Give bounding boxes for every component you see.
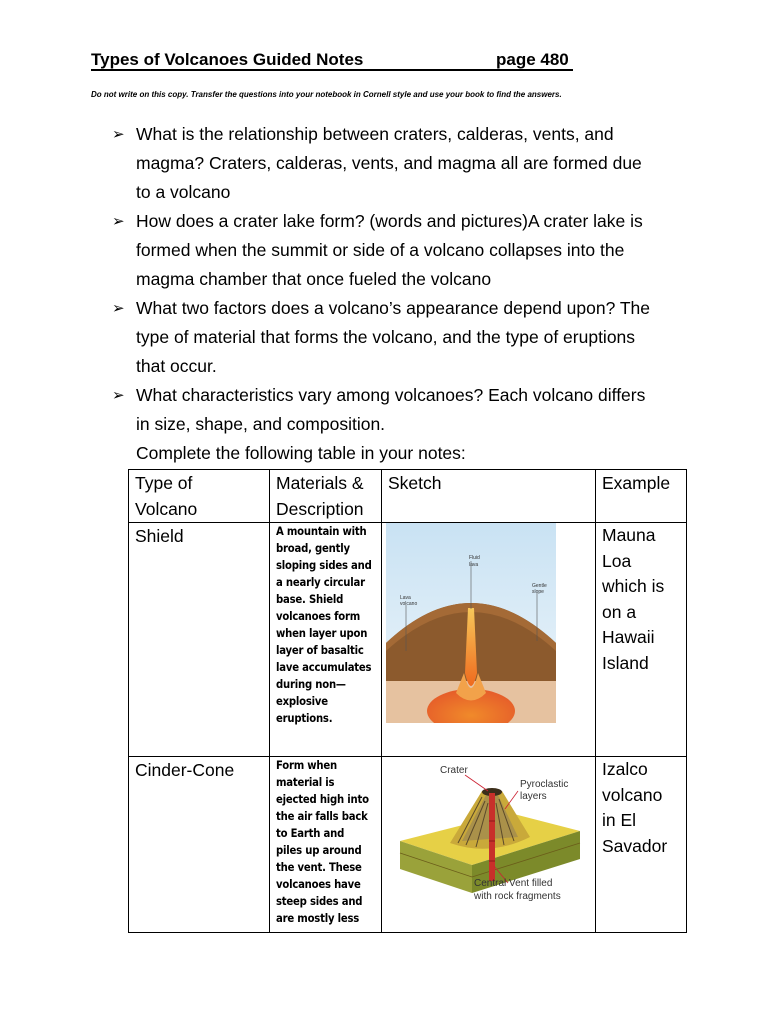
document-title: Types of Volcanoes Guided Notes [91, 50, 364, 69]
description-line: lave accumulates [276, 661, 372, 674]
table-header-row [129, 470, 687, 523]
example-cell [596, 757, 687, 933]
header-text: Type of [135, 473, 193, 493]
arrow-bullet-icon: ➢ [112, 213, 125, 230]
example-line: on a [602, 601, 637, 622]
header-text: Example [602, 473, 671, 493]
example-line: which is [602, 576, 665, 596]
question-line: type of material that forms the volcano, and the type of eruptions [136, 327, 636, 347]
description-line: are mostly less [276, 912, 360, 925]
description-line: eruptions. [276, 712, 333, 725]
cinder-cone-sketch-cell [382, 757, 596, 933]
description-line: volcanoes have [276, 878, 361, 891]
sketch-label-left: Lava [400, 595, 411, 601]
description-cell [270, 757, 382, 933]
header-text: Volcano [135, 499, 198, 519]
example-line: Savador [602, 835, 668, 856]
sketch-label-vent-2: with rock fragments [474, 891, 561, 902]
arrow-bullet-icon: ➢ [112, 126, 125, 143]
description-line: volcanoes form [276, 610, 361, 623]
description-line: explosive [276, 695, 328, 708]
sketch-label-vent: Central Vent filled [474, 878, 553, 889]
sketch-label-lava: lava [469, 562, 479, 568]
example-line: Mauna [602, 525, 656, 545]
type-cell: Shield [129, 523, 270, 757]
sketch-label-slope: slope [532, 589, 544, 595]
question-line: magma? Craters, calderas, vents, and magma all are formed due [136, 153, 642, 173]
description-line: layer of basaltic [276, 644, 364, 657]
question-line: in size, shape, and composition. [136, 414, 386, 434]
question-line: What two factors does a volcano’s appearance depend upon? The [136, 298, 651, 318]
shield-sketch-cell [382, 523, 596, 757]
description-line: base. Shield [276, 593, 344, 606]
question-item [112, 381, 672, 468]
question-line: to a volcano [136, 182, 231, 202]
description-line: Form when [276, 759, 337, 772]
question-item [112, 120, 672, 207]
sketch-label-crater: Crater [440, 765, 468, 776]
question-item [112, 294, 672, 381]
example-line: Izalco [602, 759, 648, 779]
description-line: the air falls back [276, 810, 368, 823]
shield-volcano-diagram [386, 523, 556, 723]
header-text: Description [276, 499, 364, 519]
header-text: Materials & [276, 473, 364, 493]
description-line: to Earth and [276, 827, 345, 840]
description-line: sloping sides and [276, 559, 372, 572]
document-header [91, 50, 581, 72]
arrow-bullet-icon: ➢ [112, 300, 125, 317]
volcano-table-wrapper [128, 469, 686, 930]
question-line: What is the relationship between craters, calderas, vents, and [136, 124, 614, 144]
sketch-label-gentle: Gentle [532, 583, 547, 589]
sketch-label-layers: layers [520, 791, 547, 802]
question-line: magma chamber that once fueled the volcano [136, 269, 492, 289]
instructions: Do not write on this copy. Transfer the questions into your notebook in Cornell style and use your book to find the answers. [91, 90, 562, 99]
question-line: Complete the following table in your notes: [136, 443, 466, 463]
question-item [112, 207, 672, 294]
description-line: A mountain with [276, 525, 367, 538]
question-line: What characteristics vary among volcanoes? Each volcano differs [136, 385, 646, 405]
table-row [129, 757, 687, 933]
description-line: ejected high into [276, 793, 369, 806]
type-cell: Cinder-Cone [129, 757, 270, 933]
question-line: How does a crater lake form? (words and pictures)A crater lake is [136, 211, 643, 231]
description-line: during non— [276, 678, 346, 691]
sketch-label-fluid: Fluid [469, 555, 480, 561]
header-type [129, 470, 270, 523]
example-line: in El [602, 810, 637, 830]
description-line: when layer upon [276, 627, 368, 640]
description-cell [270, 523, 382, 757]
description-line: the vent. These [276, 861, 362, 874]
cinder-cone-diagram [390, 761, 590, 911]
header-sketch [382, 470, 596, 523]
header-text: Sketch [388, 473, 442, 493]
example-line: Loa [602, 550, 632, 571]
sketch-label-pyroclastic: Pyroclastic [520, 779, 569, 790]
example-line: Hawaii [602, 627, 655, 647]
question-list [112, 120, 672, 468]
description-line: a nearly circular [276, 576, 365, 589]
example-line: volcano [602, 784, 663, 805]
question-line: that occur. [136, 356, 217, 376]
description-line: steep sides and [276, 895, 363, 908]
header-materials [270, 470, 382, 523]
table-row [129, 523, 687, 757]
example-line: Island [602, 652, 649, 673]
description-line: piles up around [276, 844, 362, 857]
arrow-bullet-icon: ➢ [112, 387, 125, 404]
page-reference: page 480 [496, 50, 569, 69]
volcano-types-table [128, 469, 687, 933]
header-example [596, 470, 687, 523]
example-cell [596, 523, 687, 757]
header-underline [91, 69, 573, 71]
description-line: broad, gently [276, 542, 350, 555]
description-line: material is [276, 776, 335, 789]
sketch-label-left: volcano [400, 601, 418, 607]
question-line: formed when the summit or side of a volcano collapses into the [136, 240, 625, 260]
